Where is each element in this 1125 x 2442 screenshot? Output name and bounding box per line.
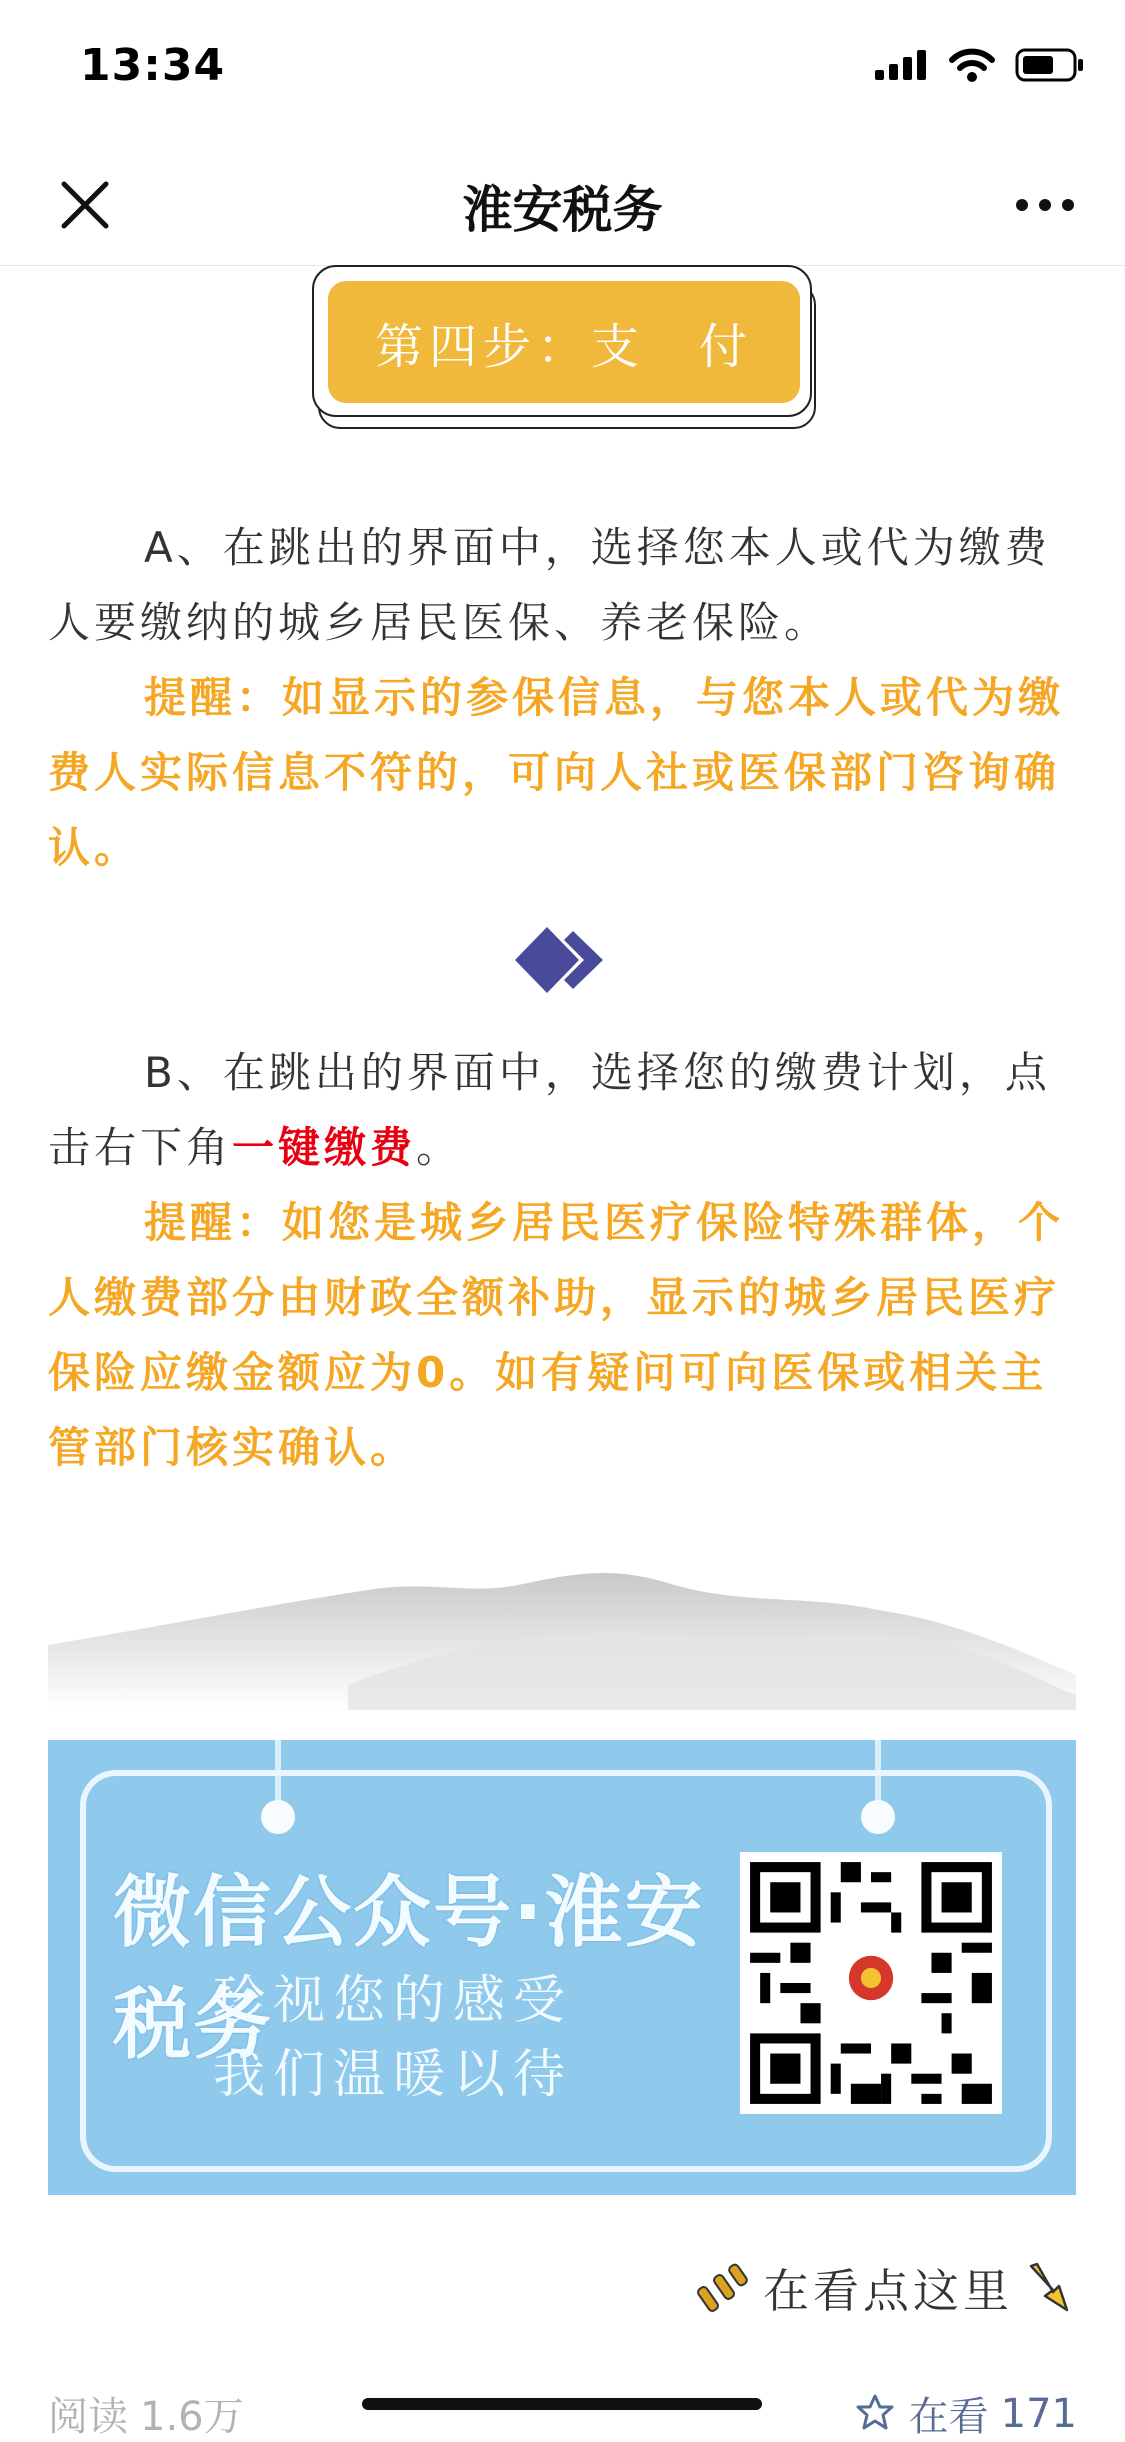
section-a-reminder xyxy=(48,660,1078,885)
section-b-text xyxy=(48,1035,1078,1185)
wifi-icon xyxy=(949,48,995,82)
step-badge-frame xyxy=(312,265,812,417)
section-b-suffix: 。 xyxy=(416,1123,463,1172)
one-click-pay-highlight: 一键缴费 xyxy=(232,1123,417,1172)
banner-line-1: 珍视您的感受 xyxy=(213,1971,574,2031)
status-time: 13:34 xyxy=(80,40,226,91)
banner-title: 微信公众号·淮安税务 xyxy=(113,1868,705,2070)
nav-bar xyxy=(0,140,1125,266)
reads-count: 1.6万 xyxy=(140,2394,244,2440)
qr-code[interactable] xyxy=(740,1852,1002,2114)
more-button[interactable] xyxy=(1005,170,1085,240)
banner-line-2: 我们温暖以待 xyxy=(213,2045,574,2105)
watching-label: 在看 xyxy=(908,2394,989,2440)
section-b-body: B、在跳出的界面中，选择您的缴费计划，点击右下角 xyxy=(48,1048,1051,1172)
home-indicator[interactable] xyxy=(362,2398,762,2410)
status-bar xyxy=(0,0,1125,140)
watch-here-label: 在看点这里 xyxy=(763,2264,1013,2318)
read-count xyxy=(48,2385,244,2442)
diamond-divider-icon xyxy=(515,925,610,995)
section-a-text xyxy=(48,510,1078,660)
section-b-reminder xyxy=(48,1185,1078,1485)
battery-icon xyxy=(1015,48,1085,82)
mountain-decoration xyxy=(48,1565,1076,1710)
section-b-reminder-text: 提醒：如您是城乡居民医疗保险特殊群体，个人缴费部分由财政全额补助，显示的城乡居民医疗保险应缴金额应为0。如有疑问可向医保或相关主管部门核实确认。 xyxy=(48,1198,1065,1472)
more-icon xyxy=(1015,198,1075,212)
clap-icon xyxy=(697,2260,753,2316)
watching-count: 171 xyxy=(1000,2390,1077,2437)
signal-icon xyxy=(875,50,929,80)
section-a-reminder-text: 提醒：如显示的参保信息，与您本人或代为缴费人实际信息不符的，可向人社或医保部门咨询确认。 xyxy=(48,673,1065,872)
watching-button[interactable] xyxy=(853,2385,1077,2442)
step-badge-label: 第四步：支 付 xyxy=(328,281,800,403)
pointing-hand-icon xyxy=(1023,2260,1075,2316)
page-title: 淮安税务 xyxy=(462,181,663,239)
reads-label: 阅读 xyxy=(48,2394,128,2440)
step-badge xyxy=(312,265,814,430)
qr-banner xyxy=(48,1740,1076,2195)
section-a-body: A、在跳出的界面中，选择您本人或代为缴费人要缴纳的城乡居民医保、养老保险。 xyxy=(48,523,1051,647)
status-icons xyxy=(875,48,1085,82)
watch-here-prompt xyxy=(697,2255,1075,2321)
watching-icon xyxy=(853,2392,897,2436)
